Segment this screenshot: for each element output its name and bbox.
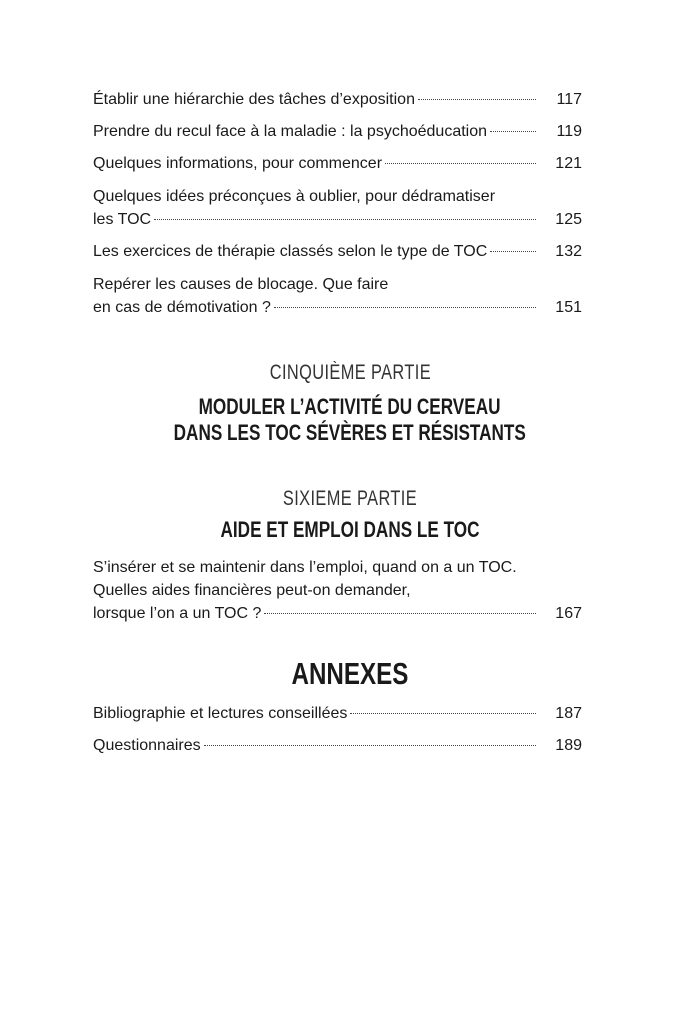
part-label: CINQUIÈME PARTIE — [269, 361, 431, 384]
part-title: AIDE ET EMPLOI DANS LE TOC — [220, 517, 480, 542]
entry-title-line: Repérer les causes de blocage. Que faire — [93, 276, 389, 293]
dot-leader — [204, 744, 536, 746]
part-label: SIXIEME PARTIE — [282, 487, 418, 510]
entry-title: en cas de démotivation ? — [93, 299, 271, 316]
toc-entry[interactable] — [93, 120, 582, 143]
toc-entry[interactable] — [93, 240, 582, 263]
page-number: 119 — [556, 123, 582, 140]
toc-entry[interactable] — [93, 273, 582, 319]
entry-title: Établir une hiérarchie des tâches d’exposition — [93, 91, 415, 108]
toc-entry[interactable] — [93, 702, 582, 725]
dot-leader — [385, 162, 536, 164]
page-number: 132 — [555, 243, 582, 260]
entry-title: Les exercices de thérapie classés selon le type de TOC — [93, 243, 488, 260]
toc-entry[interactable] — [93, 88, 582, 111]
toc-entry[interactable] — [93, 734, 582, 757]
toc-entry[interactable] — [93, 185, 582, 231]
toc-entry[interactable] — [93, 556, 582, 625]
entry-title: Prendre du recul face à la maladie : la psychoéducation — [93, 123, 488, 140]
entry-title-line: Quelques idées préconçues à oublier, pour dédramatiser — [93, 188, 496, 205]
page-number: 167 — [555, 605, 582, 622]
page-number: 117 — [556, 91, 582, 108]
annexes-title: ANNEXES — [291, 656, 409, 691]
dot-leader — [154, 218, 536, 220]
entry-title-line: Quelles aides financières peut-on demander, — [93, 582, 411, 599]
dot-leader — [490, 250, 536, 252]
dot-leader — [264, 612, 536, 614]
dot-leader — [350, 712, 536, 714]
page-number: 187 — [555, 705, 582, 722]
entry-title: Quelques informations, pour commencer — [93, 155, 383, 172]
page-number: 125 — [555, 211, 582, 228]
page-number: 151 — [555, 299, 582, 316]
entry-title: lorsque l’on a un TOC ? — [93, 605, 262, 622]
entry-title: Bibliographie et lectures conseillées — [93, 705, 348, 722]
dot-leader — [490, 130, 536, 132]
page-number: 189 — [555, 737, 582, 754]
dot-leader — [274, 306, 536, 308]
page-number: 121 — [555, 155, 582, 172]
entry-title: Questionnaires — [93, 737, 201, 754]
toc-entry[interactable] — [93, 152, 582, 175]
dot-leader — [418, 98, 536, 100]
part-title: MODULER L’ACTIVITÉ DU CERVEAU DANS LES TOC SÉVÈRES ET RÉSISTANTS — [173, 394, 527, 445]
entry-title-line: S’insérer et se maintenir dans l’emploi, quand on a un TOC. — [93, 559, 517, 576]
entry-title: les TOC — [93, 211, 152, 228]
